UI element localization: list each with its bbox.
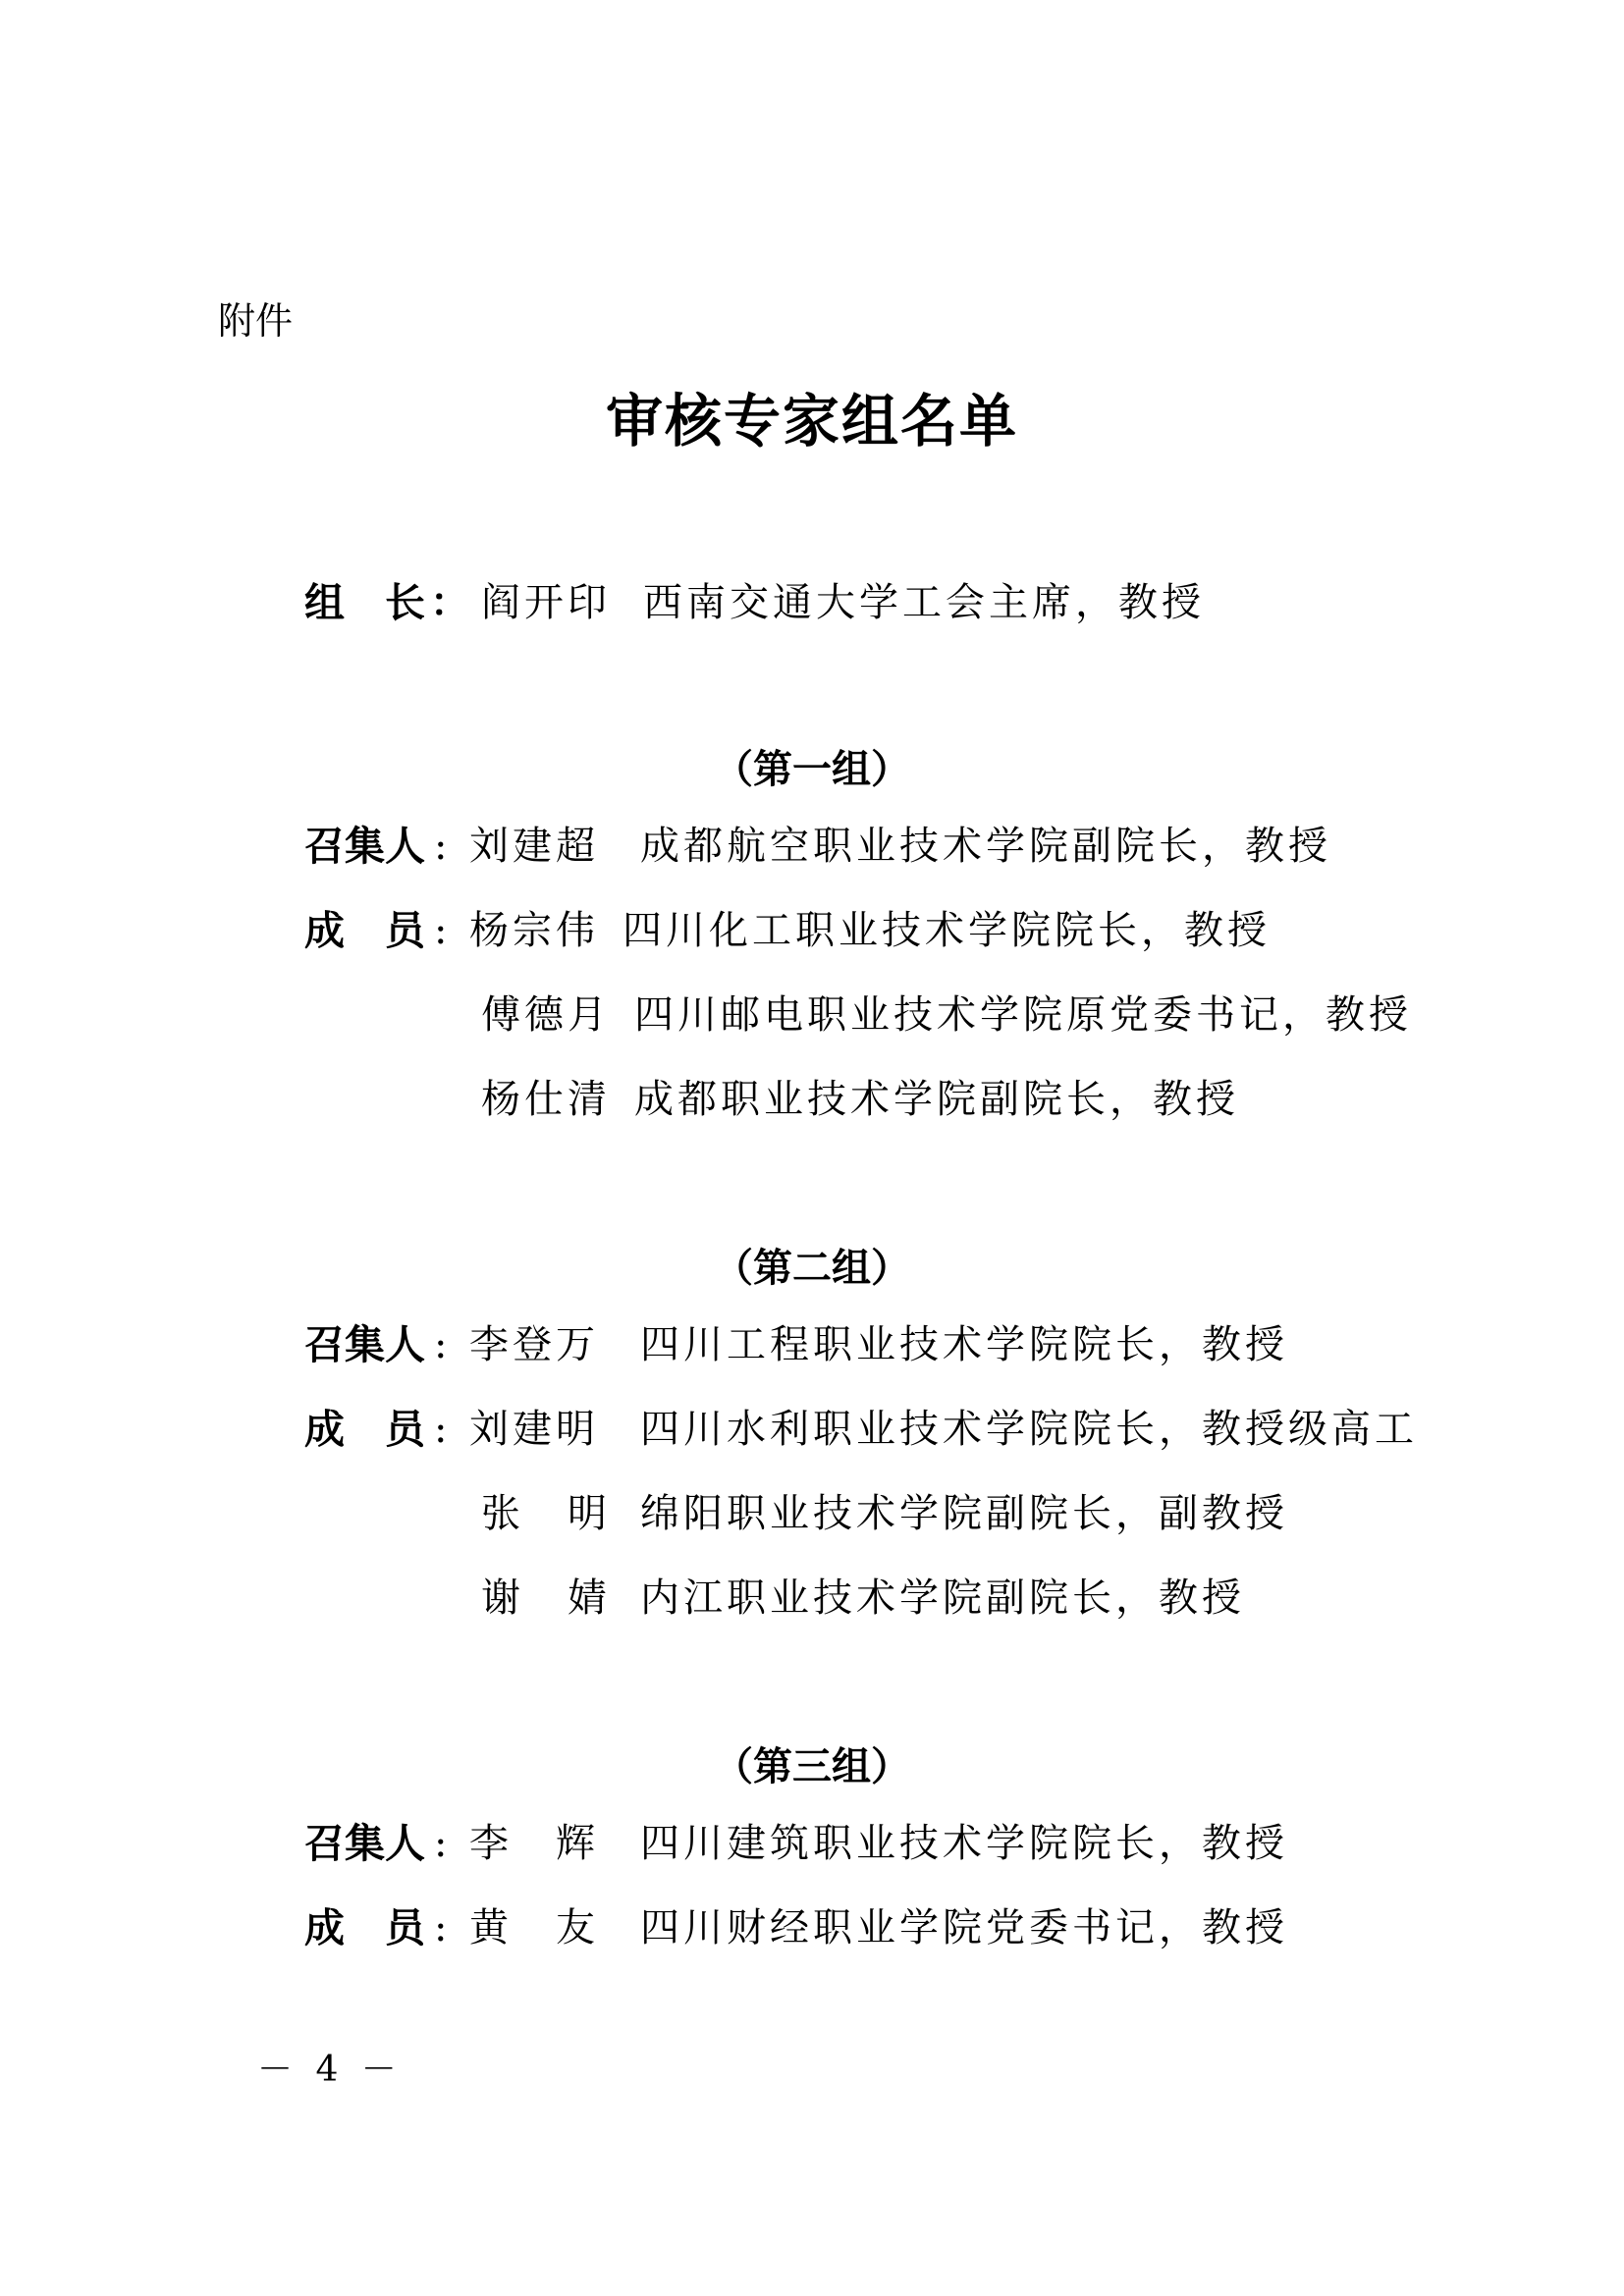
convener-colon: : [434,1322,448,1367]
member-name: 傅德月 [481,992,611,1038]
member-desc: 内江职业技术学院副院长，教授 [640,1575,1245,1621]
leader-role: 组 长 [304,579,425,626]
member-desc: 四川邮电职业技术学院原党委书记，教授 [634,992,1412,1038]
members-role: 成 员 [304,1406,425,1453]
member-desc: 成都职业技术学院副院长，教授 [634,1077,1239,1122]
leader-desc: 西南交通大学工会主席，教授 [643,580,1205,625]
convener-name: 李 辉 [469,1821,599,1866]
convener-role: 召集人 [304,1321,425,1368]
convener-role: 召集人 [304,823,425,870]
member-name: 张 明 [481,1491,611,1536]
page-title: 审核专家组名单 [605,388,1018,454]
convener-name: 李登万 [469,1322,599,1367]
group-1-title: （第一组） [714,747,910,792]
group-2-title: （第二组） [714,1246,910,1291]
member-name: 杨仕清 [481,1077,611,1122]
convener-desc: 四川建筑职业技术学院院长，教授 [640,1821,1288,1866]
convener-desc: 成都航空职业技术学院副院长，教授 [640,824,1331,869]
member-name: 谢 婧 [481,1575,611,1621]
members-colon: : [434,1905,448,1950]
members-role: 成 员 [304,1904,425,1951]
group-3-title: （第三组） [714,1744,910,1789]
member-name: 刘建明 [469,1407,599,1452]
page-number: － 4 － [257,2050,403,2090]
leader-colon: ： [430,580,469,625]
leader-name: 阎开印 [481,580,611,625]
member-desc: 四川财经职业学院党委书记，教授 [640,1905,1288,1950]
convener-colon: : [434,824,448,869]
member-name: 黄 友 [469,1905,599,1950]
attachment-label: 附件 [218,299,294,343]
members-role: 成 员 [304,907,425,954]
member-desc: 绵阳职业技术学院副院长，副教授 [640,1491,1288,1536]
member-desc: 四川化工职业技术学院院长，教授 [623,908,1271,953]
convener-role: 召集人 [304,1820,425,1867]
member-desc: 四川水利职业技术学院院长，教授级高工 [640,1407,1418,1452]
members-colon: : [434,908,448,953]
convener-colon: : [434,1821,448,1866]
members-colon: : [434,1407,448,1452]
convener-desc: 四川工程职业技术学院院长，教授 [640,1322,1288,1367]
convener-name: 刘建超 [469,824,599,869]
member-name: 杨宗伟 [469,908,599,953]
